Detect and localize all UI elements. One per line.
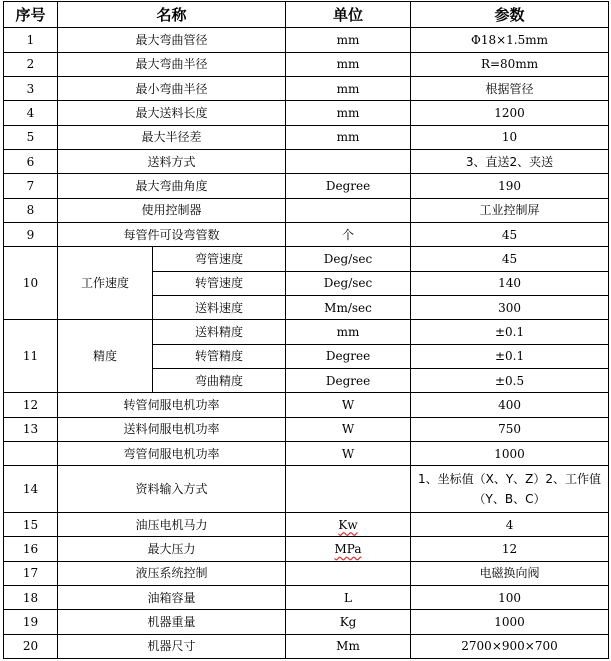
cell-param: 根据管径 <box>411 77 609 101</box>
cell-param: 45 <box>411 247 609 271</box>
cell-no: 13 <box>4 417 58 441</box>
cell-param: 1200 <box>411 101 609 125</box>
cell-name: 弯管速度 <box>153 247 286 271</box>
cell-param: 100 <box>411 585 609 609</box>
cell-unit: 个 <box>286 222 411 246</box>
cell-no: 7 <box>4 174 58 198</box>
cell-group-name: 精度 <box>58 320 153 393</box>
cell-no: 11 <box>4 320 58 393</box>
cell-name: 弯曲精度 <box>153 368 286 392</box>
cell-param: 750 <box>411 417 609 441</box>
spec-table <box>3 1 609 659</box>
cell-param: Φ18×1.5mm <box>411 28 609 52</box>
cell-no: 12 <box>4 393 58 417</box>
cell-name: 液压系统控制 <box>58 561 286 585</box>
cell-no: 10 <box>4 247 58 320</box>
cell-unit: Degree <box>286 368 411 392</box>
cell-param: 140 <box>411 271 609 295</box>
cell-name: 弯管伺服电机功率 <box>58 441 286 465</box>
header-no: 序号 <box>4 2 58 28</box>
cell-param: 300 <box>411 295 609 319</box>
cell-name: 资料输入方式 <box>58 466 286 513</box>
cell-no: 15 <box>4 512 58 536</box>
unit-text: MPa <box>334 541 362 556</box>
cell-unit: Deg/sec <box>286 271 411 295</box>
header-unit: 单位 <box>286 2 411 28</box>
cell-name: 油压电机马力 <box>58 512 286 536</box>
cell-unit: W <box>286 393 411 417</box>
table-row <box>4 466 609 513</box>
cell-param: 12 <box>411 537 609 561</box>
cell-unit: Kg <box>286 610 411 634</box>
cell-unit: Mm <box>286 634 411 658</box>
table-row <box>4 101 609 125</box>
cell-param: 1、坐标值（X、Y、Z）2、工作值（Y、B、C） <box>411 466 609 513</box>
cell-no: 1 <box>4 28 58 52</box>
cell-no: 4 <box>4 101 58 125</box>
cell-no: 20 <box>4 634 58 658</box>
table-row <box>4 610 609 634</box>
cell-no: 18 <box>4 585 58 609</box>
cell-unit <box>286 466 411 513</box>
cell-unit: Degree <box>286 344 411 368</box>
table-row <box>4 417 609 441</box>
cell-unit <box>286 198 411 222</box>
cell-param: 工业控制屏 <box>411 198 609 222</box>
cell-name: 转管速度 <box>153 271 286 295</box>
table-row <box>4 634 609 658</box>
cell-param: 10 <box>411 125 609 149</box>
table-row <box>4 320 609 344</box>
cell-param: 1000 <box>411 441 609 465</box>
cell-name: 最小弯曲半径 <box>58 77 286 101</box>
cell-no: 6 <box>4 150 58 174</box>
table-row <box>4 52 609 76</box>
table-row <box>4 561 609 585</box>
cell-unit: mm <box>286 101 411 125</box>
cell-param: ±0.5 <box>411 368 609 392</box>
cell-unit: L <box>286 585 411 609</box>
cell-no: 9 <box>4 222 58 246</box>
cell-unit: mm <box>286 77 411 101</box>
table-row <box>4 150 609 174</box>
cell-no <box>4 441 58 465</box>
cell-name: 机器尺寸 <box>58 634 286 658</box>
cell-name: 最大弯曲半径 <box>58 52 286 76</box>
cell-param: 2700×900×700 <box>411 634 609 658</box>
cell-unit <box>286 512 411 536</box>
cell-name: 送料方式 <box>58 150 286 174</box>
cell-name: 送料伺服电机功率 <box>58 417 286 441</box>
table-row <box>4 222 609 246</box>
cell-param: 400 <box>411 393 609 417</box>
cell-no: 16 <box>4 537 58 561</box>
cell-unit: mm <box>286 125 411 149</box>
table-row <box>4 441 609 465</box>
cell-unit: W <box>286 417 411 441</box>
cell-unit: mm <box>286 52 411 76</box>
table-row <box>4 28 609 52</box>
cell-name: 转管伺服电机功率 <box>58 393 286 417</box>
table-row <box>4 174 609 198</box>
cell-name: 机器重量 <box>58 610 286 634</box>
header-param: 参数 <box>411 2 609 28</box>
table-row <box>4 125 609 149</box>
header-row <box>4 2 609 28</box>
cell-no: 8 <box>4 198 58 222</box>
cell-name: 最大半径差 <box>58 125 286 149</box>
cell-param: 4 <box>411 512 609 536</box>
table-row <box>4 198 609 222</box>
cell-unit: Degree <box>286 174 411 198</box>
cell-name: 最大弯曲角度 <box>58 174 286 198</box>
cell-name: 最大压力 <box>58 537 286 561</box>
cell-group-name: 工作速度 <box>58 247 153 320</box>
cell-param: 45 <box>411 222 609 246</box>
cell-unit: Mm/sec <box>286 295 411 319</box>
cell-unit <box>286 561 411 585</box>
cell-unit <box>286 537 411 561</box>
cell-param: ±0.1 <box>411 344 609 368</box>
cell-no: 19 <box>4 610 58 634</box>
cell-name: 最大弯曲管径 <box>58 28 286 52</box>
cell-no: 14 <box>4 466 58 513</box>
table-row <box>4 512 609 536</box>
cell-no: 3 <box>4 77 58 101</box>
cell-name: 每管件可设弯管数 <box>58 222 286 246</box>
unit-text: Kw <box>338 517 358 532</box>
cell-name: 送料速度 <box>153 295 286 319</box>
cell-unit: mm <box>286 320 411 344</box>
cell-param: 1000 <box>411 610 609 634</box>
cell-unit: Deg/sec <box>286 247 411 271</box>
cell-name: 转管精度 <box>153 344 286 368</box>
cell-no: 5 <box>4 125 58 149</box>
cell-no: 17 <box>4 561 58 585</box>
cell-unit: W <box>286 441 411 465</box>
cell-name: 最大送料长度 <box>58 101 286 125</box>
cell-param: 3、直送2、夹送 <box>411 150 609 174</box>
cell-no: 2 <box>4 52 58 76</box>
cell-name: 油箱容量 <box>58 585 286 609</box>
table-row <box>4 585 609 609</box>
header-name: 名称 <box>58 2 286 28</box>
table-row <box>4 393 609 417</box>
table-row <box>4 77 609 101</box>
cell-param: ±0.1 <box>411 320 609 344</box>
table-row <box>4 247 609 271</box>
table-row <box>4 537 609 561</box>
cell-name: 使用控制器 <box>58 198 286 222</box>
cell-param: 190 <box>411 174 609 198</box>
cell-param: 电磁换向阀 <box>411 561 609 585</box>
cell-param: R=80mm <box>411 52 609 76</box>
cell-name: 送料精度 <box>153 320 286 344</box>
cell-unit: mm <box>286 28 411 52</box>
cell-unit <box>286 150 411 174</box>
